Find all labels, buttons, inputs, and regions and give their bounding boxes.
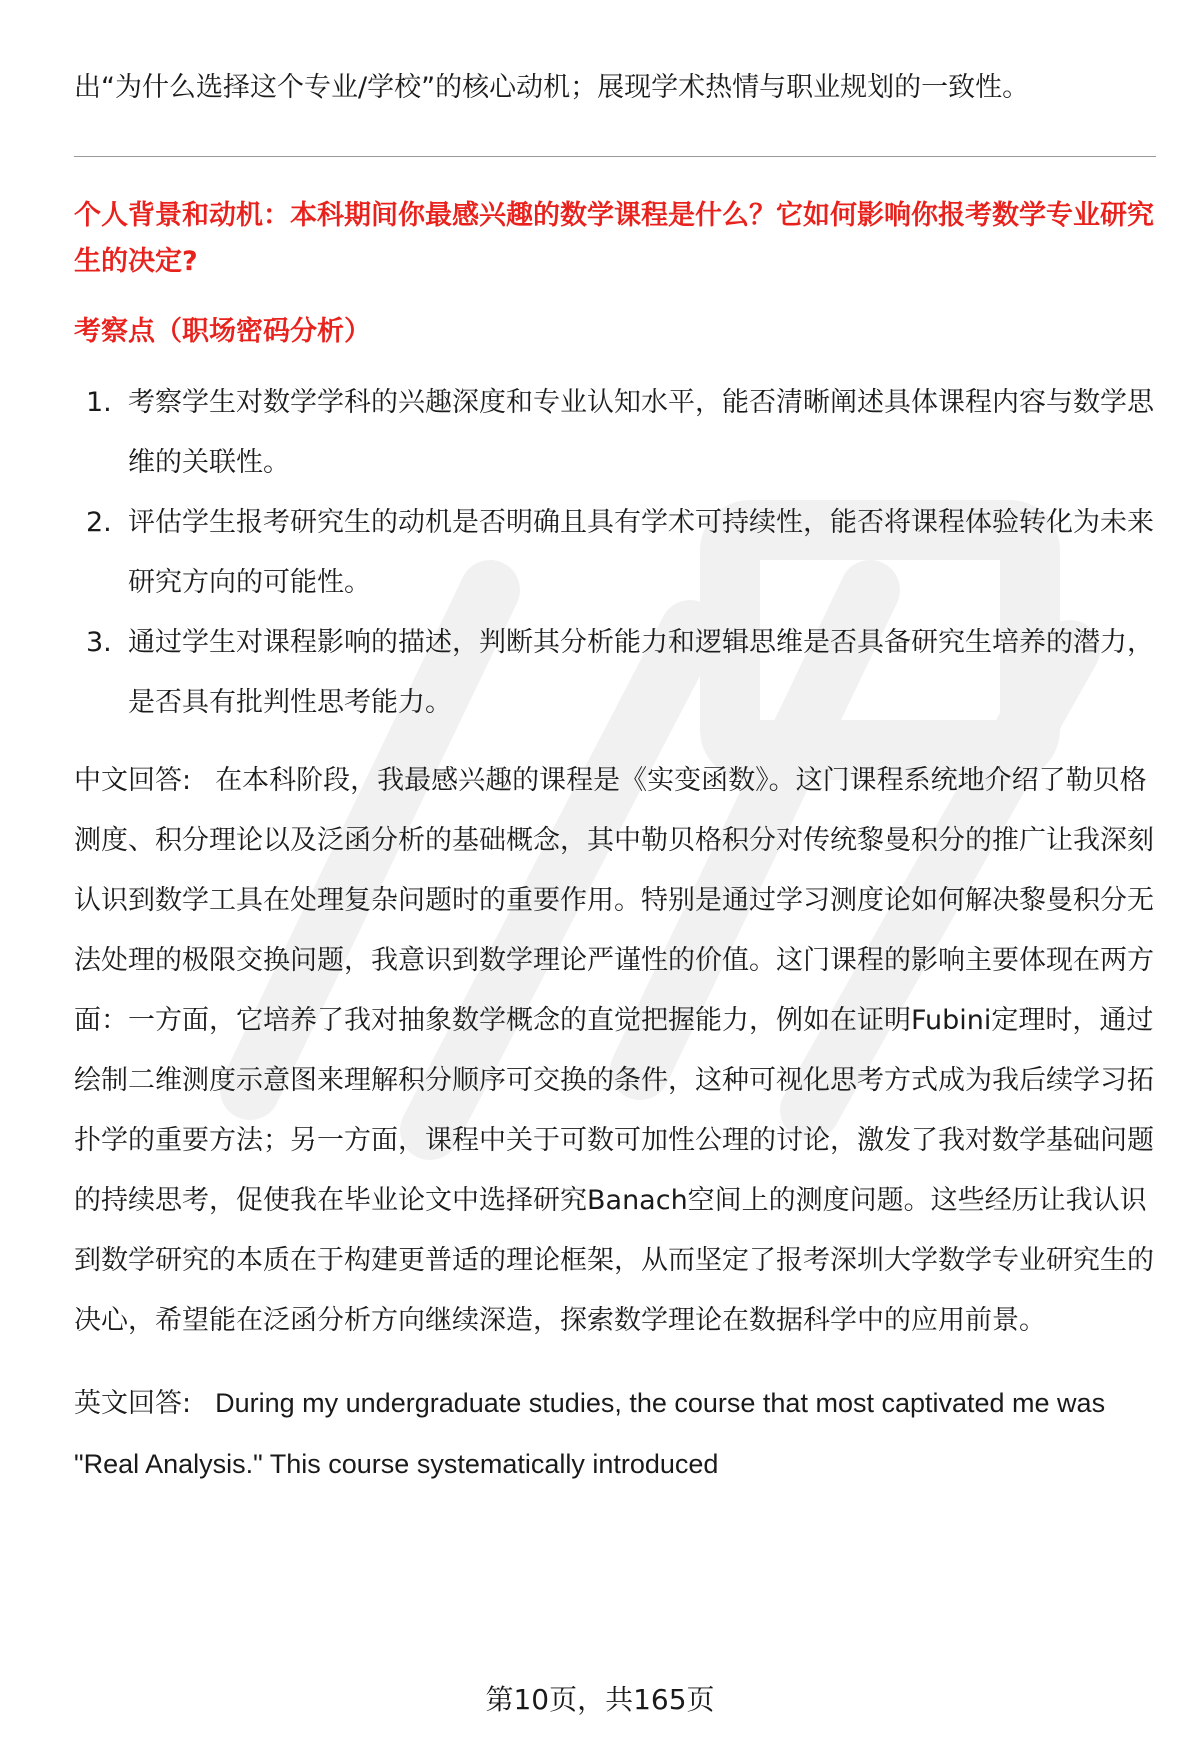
list-item-number: 3. xyxy=(86,627,112,658)
assessment-points-list xyxy=(74,373,1156,733)
chinese-answer-label: 中文回答: xyxy=(74,765,192,796)
intro-paragraph: 出“为什么选择这个专业/学校”的核心动机；展现学术热情与职业规划的一致性。 xyxy=(74,72,1030,103)
content-area xyxy=(74,58,1156,1494)
english-answer xyxy=(74,1373,1156,1494)
list-item-text: 通过学生对课程影响的描述，判断其分析能力和逻辑思维是否具备研究生培养的潜力，是否具有批判性思考能力。 xyxy=(128,627,1154,718)
interview-question: 个人背景和动机：本科期间你最感兴趣的数学课程是什么？它如何影响你报考数学专业研究生的决定? xyxy=(74,200,1154,277)
page-number-footer: 第10页，共165页 xyxy=(485,1683,715,1716)
section-divider xyxy=(74,156,1156,157)
chinese-answer-text: 在本科阶段，我最感兴趣的课程是《实变函数》。这门课程系统地介绍了勒贝格测度、积分理论以及泛函分析的基础概念，其中勒贝格积分对传统黎曼积分的推广让我深刻认识到数学工具在处理复杂问题时的重要作用。特别是通过学习测度论如何解决黎曼积分无法处理的极限交换问题，我意识到数学理论严谨性的价值。这门课程的影响主要体现在两方面：一方面，它培养了我对抽象数学概念的直觉把握能力，例如在证明Fubini定理时，通过绘制二维测度示意图来理解积分顺序可交换的条件，这种可视化思考方式成为我后续学习拓扑学的重要方法；另一方面，课程中关于可数可加性公理的讨论，激发了我对数学基础问题的持续思考，促使我在毕业论文中选择研究Banach空间上的测度问题。这些经历让我认识到数学研究的本质在于构建更普适的理论框架，从而坚定了报考深圳大学数学专业研究生的决心，希望能在泛函分析方向继续深造，探索数学理论在数据科学中的应用前景。 xyxy=(74,765,1154,1336)
list-item xyxy=(74,613,1156,733)
list-item-number: 1. xyxy=(86,387,112,418)
chinese-answer xyxy=(74,751,1156,1351)
english-answer-text: During my undergraduate studies, the course that most captivated me was "Real Analysis." This course systematically introduced xyxy=(74,1388,1106,1479)
list-item-text: 考察学生对数学学科的兴趣深度和专业认知水平，能否清晰阐述具体课程内容与数学思维的关联性。 xyxy=(128,387,1154,478)
list-item-number: 2. xyxy=(86,507,112,538)
assessment-points-heading: 考察点（职场密码分析） xyxy=(74,316,371,347)
list-item xyxy=(74,373,1156,493)
english-answer-label: 英文回答: xyxy=(74,1388,192,1419)
list-item xyxy=(74,493,1156,613)
list-item-text: 评估学生报考研究生的动机是否明确且具有学术可持续性，能否将课程体验转化为未来研究方向的可能性。 xyxy=(128,507,1154,598)
